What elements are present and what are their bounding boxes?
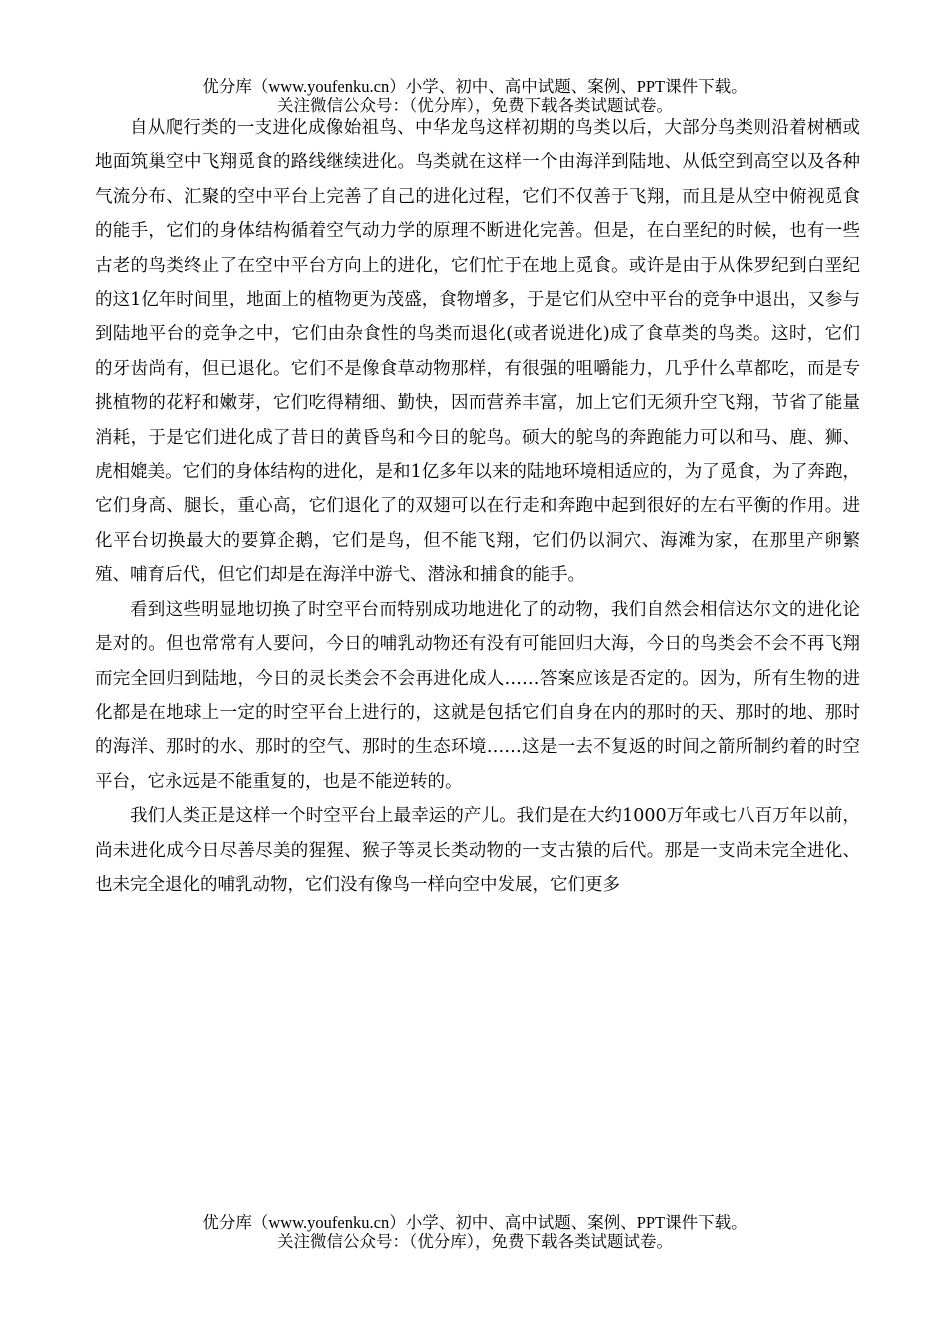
article-body	[95, 111, 860, 902]
paragraph-1: 自从爬行类的一支进化成像始祖鸟、中华龙鸟这样初期的鸟类以后，大部分鸟类则沿着树栖或地面筑巢空中飞翔觅食的路线继续进化。鸟类就在这样一个由海洋到陆地、从低空到高空以及各种气流分布、汇聚的空中平台上完善了自己的进化过程，它们不仅善于飞翔，而且是从空中俯视觅食的能手，它们的身体结构循着空气动力学的原理不断进化完善。但是，在白垩纪的时候，也有一些古老的鸟类终止了在空中平台方向上的进化，它们忙于在地上觅食。或许是由于从侏罗纪到白垩纪的这1亿年时间里，地面上的植物更为茂盛，食物增多，于是它们从空中平台的竞争中退出，又参与到陆地平台的竞争之中，它们由杂食性的鸟类而退化(或者说进化)成了食草类的鸟类。这时，它们的牙齿尚有，但已退化。它们不是像食草动物那样，有很强的咀嚼能力，几乎什么草都吃，而是专挑植物的花籽和嫩芽，它们吃得精细、勤快，因而营养丰富，加上它们无须升空飞翔，节省了能量消耗，于是它们进化成了昔日的黄昏鸟和今日的鸵鸟。硕大的鸵鸟的奔跑能力可以和马、鹿、狮、虎相媲美。它们的身体结构的进化，是和1亿多年以来的陆地环境相适应的，为了觅食，为了奔跑，它们身高、腿长，重心高，它们退化了的双翅可以在行走和奔跑中起到很好的左右平衡的作用。进化平台切换最大的要算企鹅，它们是鸟，但不能飞翔，它们仍以洞穴、海滩为家，在那里产卵繁殖、哺育后代，但它们却是在海洋中游弋、潜泳和捕食的能手。	[95, 118, 860, 586]
footer-line-2: 关注微信公众号：（优分库），免费下载各类试题试卷。	[277, 1232, 673, 1251]
header-line-2: 关注微信公众号：（优分库），免费下载各类试题试卷。	[277, 96, 673, 115]
paragraph-2: 看到这些明显地切换了时空平台而特别成功地进化了的动物，我们自然会相信达尔文的进化论是对的。但也常常有人要问，今日的哺乳动物还有没有可能回归大海，今日的鸟类会不会不再飞翔而完全回归到陆地，今日的灵长类会不会再进化成人……答案应该是否定的。因为，所有生物的进化都是在地球上一定的时空平台上进行的，这就是包括它们自身在内的那时的天、那时的地、那时的海洋、那时的水、那时的空气、那时的生态环境……这是一去不复返的时间之箭所制约着的时空平台，它永远是不能重复的，也是不能逆转的。	[95, 599, 860, 792]
footer-line-1: 优分库（www.youfenku.cn）小学、初中、高中试题、案例、PPT课件下载。	[202, 1213, 748, 1232]
paragraph-3: 我们人类正是这样一个时空平台上最幸运的产儿。我们是在大约1000万年或七八百万年以前，尚未进化成今日尽善尽美的猩猩、猴子等灵长类动物的一支古猿的后代。那是一支尚未完全进化、也未完全退化的哺乳动物，它们没有像鸟一样向空中发展，它们更多	[95, 806, 860, 895]
header-line-1: 优分库（www.youfenku.cn）小学、初中、高中试题、案例、PPT课件下载。	[202, 77, 748, 96]
page-footer	[0, 1213, 950, 1251]
page-header	[0, 77, 950, 115]
